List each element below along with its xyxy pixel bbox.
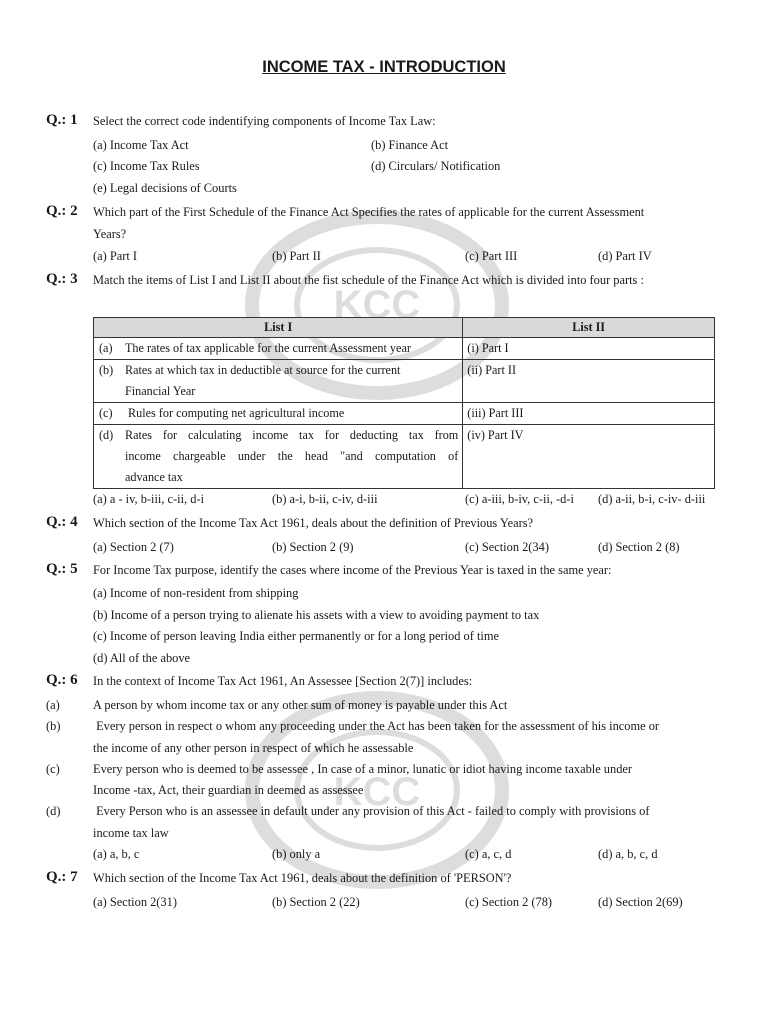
option: (c) Income of person leaving India either permanently or for a long period of time — [93, 629, 499, 643]
row-match: (iv) Part IV — [463, 425, 715, 489]
question-text: Years? — [93, 227, 127, 241]
question-label: Q.: 3 — [46, 271, 78, 287]
row-code: (c) — [94, 403, 121, 425]
question-text: Select the correct code indentifying components of Income Tax Law: — [93, 114, 436, 128]
row-item-line: Rates for calculating income tax for deducting tax from — [124, 428, 459, 442]
option: (a) Section 2 (7) — [93, 540, 174, 554]
row-item-line: income chargeable under the head "and computation of — [124, 449, 459, 463]
item-text: the income of any other person in respect of which he assessable — [93, 741, 414, 755]
option: (b) a-i, b-ii, c-iv, d-iii — [272, 492, 378, 506]
item-text: Every person who is deemed to be assessee , In case of a minor, lunatic or idiot having income taxable under — [93, 762, 633, 776]
option: (c) a, c, d — [465, 847, 512, 861]
row-code: (b) — [94, 360, 121, 403]
question-label: Q.: 2 — [46, 203, 78, 219]
option: (d) Part IV — [598, 249, 652, 263]
option: (c) Section 2(34) — [465, 540, 549, 554]
row-item: The rates of tax applicable for the current Assessment year — [121, 338, 463, 360]
item-code: (d) — [46, 804, 61, 818]
question-text: Match the items of List I and List II about the fist schedule of the Finance Act which is divided into four parts : — [93, 273, 644, 287]
item-text: Income -tax, Act, their guardian in deemed as assessee — [93, 783, 364, 797]
option: (b) Finance Act — [371, 138, 449, 152]
option: (c) Part III — [465, 249, 518, 263]
question-label: Q.: 7 — [46, 869, 78, 885]
table-header-list-1: List I — [94, 318, 463, 338]
table-header-list-2: List II — [463, 318, 715, 338]
option: (d) a-ii, b-i, c-iv- d-iii — [598, 492, 706, 506]
option: (b) Part II — [272, 249, 321, 263]
option: (a) a - iv, b-iii, c-ii, d-i — [93, 492, 205, 506]
row-match: (iii) Part III — [463, 403, 715, 425]
table-row — [94, 360, 715, 403]
row-item — [121, 425, 463, 489]
row-match: (ii) Part II — [463, 360, 715, 403]
question-label: Q.: 6 — [46, 672, 78, 688]
item-text: Every person in respect o whom any proceeding under the Act has been taken for the assessment of his income or — [93, 719, 660, 733]
option: (c) Income Tax Rules — [93, 159, 200, 173]
option: (b) only a — [272, 847, 321, 861]
item-text: income tax law — [93, 826, 169, 840]
option: (b) Section 2 (22) — [272, 895, 360, 909]
question-text: For Income Tax purpose, identify the cases where income of the Previous Year is taxed in the same year: — [93, 563, 612, 577]
option: (a) Part I — [93, 249, 138, 263]
option: (a) Income Tax Act — [93, 138, 189, 152]
item-code: (b) — [46, 719, 61, 733]
question-label: Q.: 1 — [46, 112, 78, 128]
question-text: In the context of Income Tax Act 1961, An Assessee [Section 2(7)] includes: — [93, 674, 473, 688]
item-code: (c) — [46, 762, 60, 776]
item-text: A person by whom income tax or any other sum of money is payable under this Act — [93, 698, 508, 712]
option: (d) Circulars/ Notification — [371, 159, 501, 173]
row-item — [121, 360, 463, 403]
row-item: Rules for computing net agricultural income — [121, 403, 463, 425]
row-code: (a) — [94, 338, 121, 360]
option: (c) Section 2 (78) — [465, 895, 553, 909]
option: (d) a, b, c, d — [598, 847, 658, 861]
question-text: Which part of the First Schedule of the Finance Act Specifies the rates of applicable for the current Assessment — [93, 205, 645, 219]
table-row — [94, 425, 715, 489]
page-title: INCOME TAX - INTRODUCTION — [262, 58, 506, 76]
option: (e) Legal decisions of Courts — [93, 181, 237, 195]
question-label: Q.: 4 — [46, 514, 78, 530]
svg-text:KCC: KCC — [333, 283, 421, 327]
question-label: Q.: 5 — [46, 561, 78, 577]
question-text: Which section of the Income Tax Act 1961, deals about the definition of Previous Years? — [93, 516, 534, 530]
option: (a) a, b, c — [93, 847, 140, 861]
item-code: (a) — [46, 698, 60, 712]
question-text: Which section of the Income Tax Act 1961, deals about the definition of 'PERSON'? — [93, 871, 512, 885]
option: (d) Section 2 (8) — [598, 540, 680, 554]
svg-text:KCC: KCC — [333, 770, 421, 814]
row-item-line: Financial Year — [124, 384, 196, 398]
table-row — [94, 403, 715, 425]
option: (d) Section 2(69) — [598, 895, 683, 909]
item-text: Every Person who is an assessee in default under any provision of this Act - failed to comply with provisions of — [93, 804, 650, 818]
option: (d) All of the above — [93, 651, 191, 665]
option: (a) Section 2(31) — [93, 895, 177, 909]
option: (a) Income of non-resident from shipping — [93, 586, 299, 600]
option: (c) a-iii, b-iv, c-ii, -d-i — [465, 492, 574, 506]
row-item-line: Rates at which tax in deductible at source for the current — [124, 363, 401, 377]
row-match: (i) Part I — [463, 338, 715, 360]
row-code: (d) — [94, 425, 121, 489]
match-table — [93, 317, 715, 489]
row-item-line: advance tax — [124, 470, 183, 484]
option: (b) Income of a person trying to alienate his assets with a view to avoiding payment to tax — [93, 608, 540, 622]
table-row — [94, 338, 715, 360]
option: (b) Section 2 (9) — [272, 540, 354, 554]
